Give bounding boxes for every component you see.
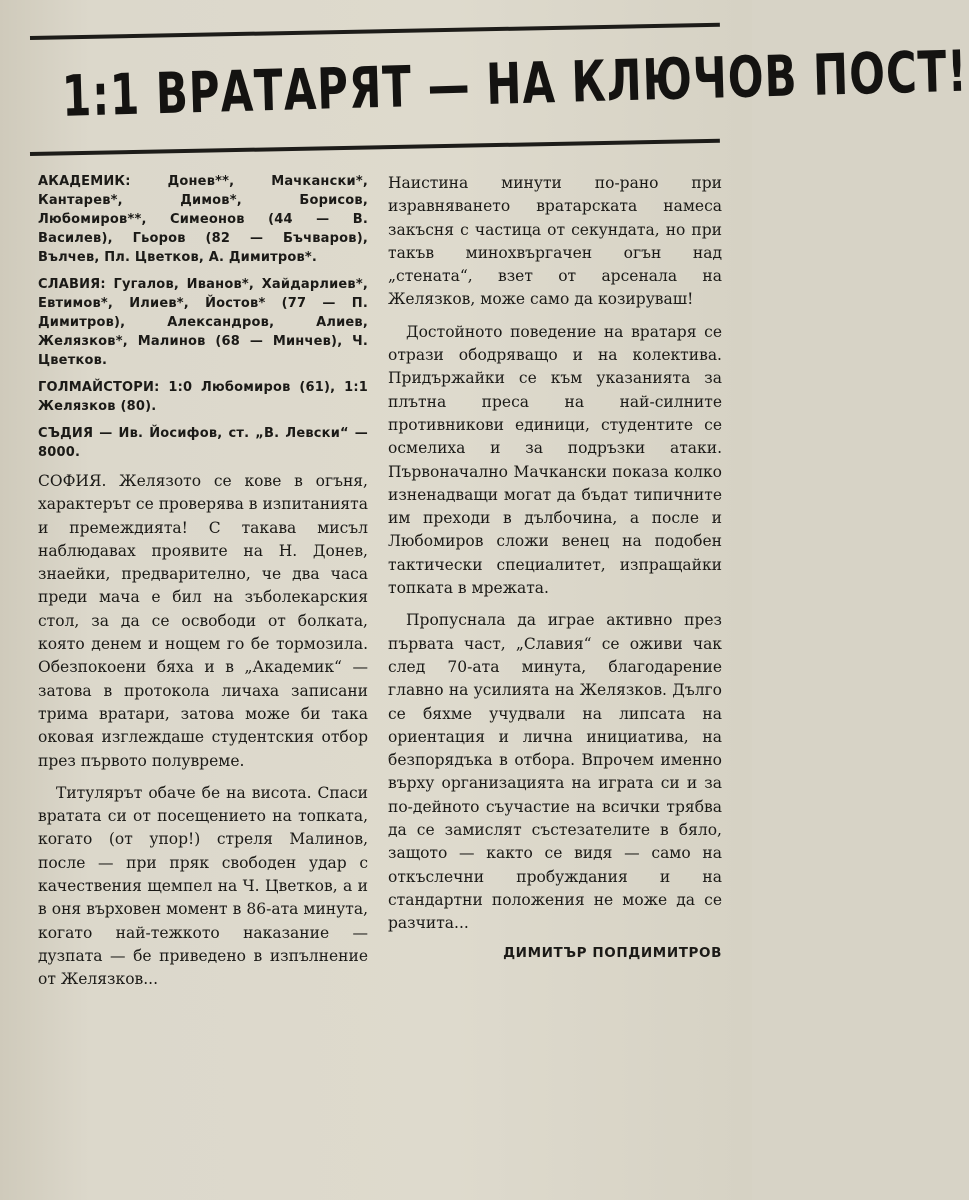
lineup-slavia bbox=[38, 275, 368, 370]
lineup-text: Гугалов, Иванов*, Хайдарлиев*, Евтимов*, Илиев*, Йостов* (77 — П. Димитров), Александров, Алиев, Желязков*, Малинов (68 — Минчев), Ч. Цветков. bbox=[38, 277, 368, 368]
article-paragraph: СОФИЯ. Желязото се кове в огъня, характерът се проверява в изпитанията и премеждията! С такава мисъл наблюдавах проявите на Н. Донев, знаейки, предварително, че два часа преди мача е бил на зъболекарския стол, за да се освободи от болката, която денем и нощем го бе тормозила. Обезпокоени бяха и в „Академик“ — затова в протокола личаха записани трима вратари, затова може би така оковая изглеждаше студентския отбор през първото полувреме. bbox=[38, 472, 368, 770]
lineup-label: АКАДЕМИК: bbox=[38, 174, 131, 189]
article-paragraph: Титулярът обаче бе на висота. Спаси вратата си от посещението на топката, когато (от упор!) стреля Малинов, после — при пряк свободен удар с качествения щемпел на Ч. Цветков, а и в оня върховен момент в 86-ата минута, когато най-тежкото наказание — дузпата — бе приведено в изпълнение от Желязков... bbox=[38, 783, 368, 989]
lineup-label: СЪДИЯ bbox=[38, 426, 94, 441]
right-column bbox=[388, 172, 722, 961]
lineup-akademik bbox=[38, 172, 368, 267]
lineup-text: Донев**, Мачкански*, Кантарев*, Димов*, Борисов, Любомиров**, Симеонов (44 — В. Василев), Гьоров (82 — Бъчваров), Вълчев, Пл. Цветков, А. Димитров*. bbox=[38, 174, 368, 265]
article-paragraph: Наистина минути по-рано при изравняването вратарската намеса закъсня с частица от секундата, но при такъв минохвъргачен огън над „стената“, взет от арсенала на Желязков, може само да козируваш! bbox=[388, 174, 722, 309]
lineup-text: — Ив. Йосифов, ст. „В. Левски“ — 8000. bbox=[38, 426, 368, 460]
lineup-text: 1:0 Любомиров (61), 1:1 Желязков (80). bbox=[38, 380, 368, 414]
lineup-referee bbox=[38, 424, 368, 462]
article-paragraph: Достойното поведение на вратаря се отрази ободряващо и на колектива. Придържайки се към указанията за плътна преса на най-силните противникови единици, студентите се осмелиха и за подръзки атаки. Първоначално Мачкански показа колко изненадващи могат да бъдат типичните им преходи в дълбочина, а после и Любомиров сложи венец на подобен тактически специалитет, изпращайки топката в мрежата. bbox=[388, 322, 722, 598]
lineup-scorers bbox=[38, 378, 368, 416]
lineup-label: СЛАВИЯ: bbox=[38, 277, 106, 292]
left-column bbox=[38, 172, 368, 1001]
lineup-label: ГОЛМАЙСТОРИ: bbox=[38, 380, 160, 395]
author-byline: ДИМИТЪР ПОПДИМИТРОВ bbox=[503, 944, 722, 961]
article-paragraph: Пропуснала да играе активно през първата част, „Славия“ се оживи чак след 70-ата минута, благодарение главно на усилията на Желязков. Дълго се бяхме учудвали на липсата на ориентация и лична инициатива, на безпорядъка в отбора. Впрочем именно върху организацията на играта си и за по-дейното съучастие на всички трябва да се замислят състезателите в бяло, защото — както се видя — само на откъслечни пробуждания и на стандартни положения не може да се разчита... bbox=[388, 611, 722, 933]
headline: 1:1 ВРАТАРЯТ — НА КЛЮЧОВ ПОСТ! bbox=[61, 37, 969, 130]
